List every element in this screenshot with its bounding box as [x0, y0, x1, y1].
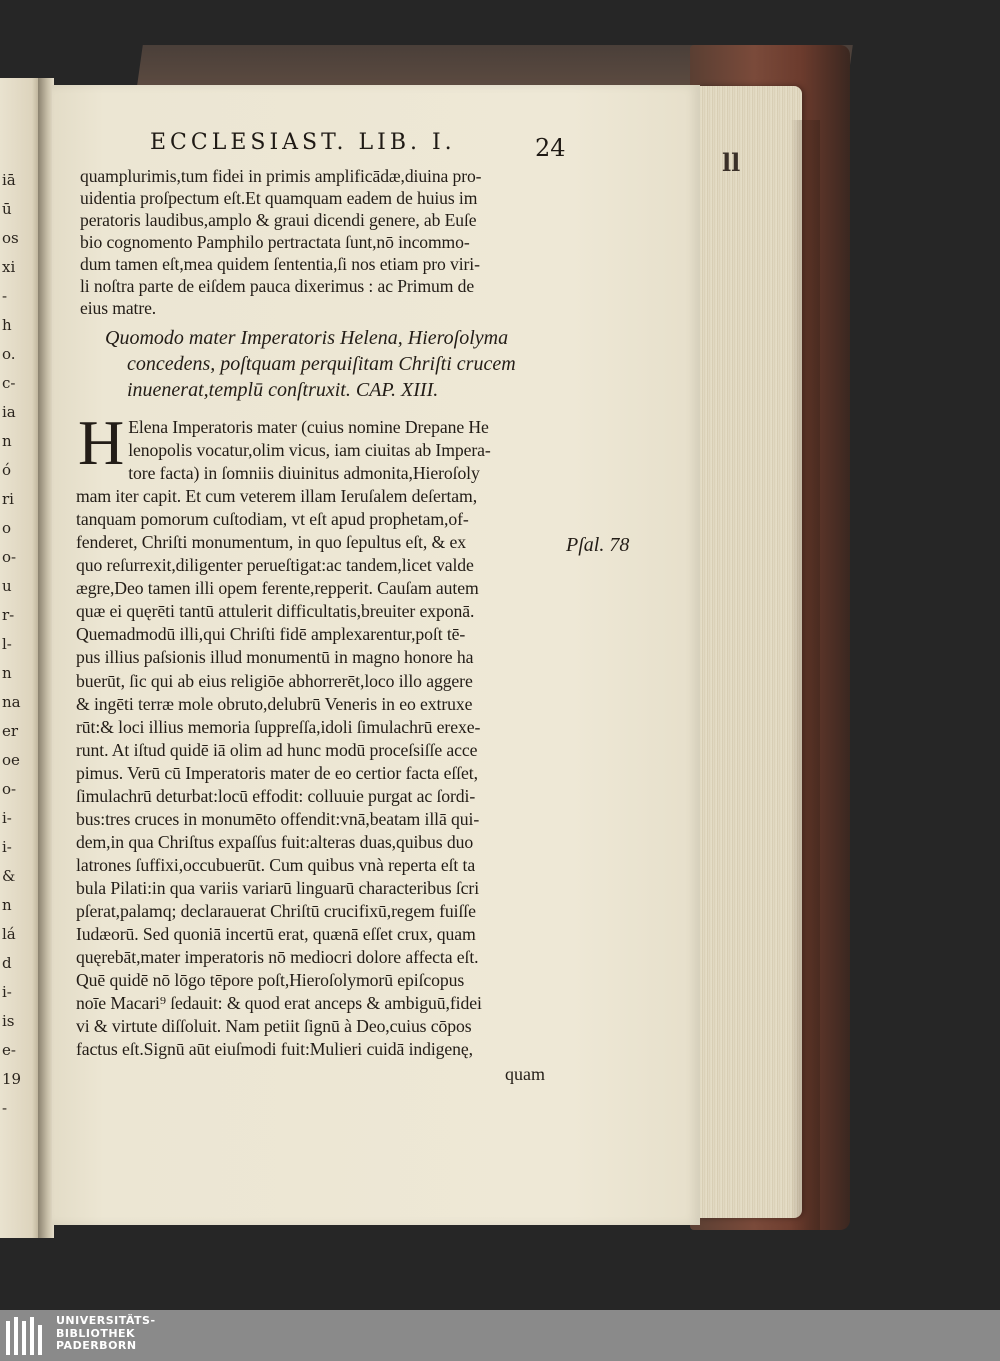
- left-page-fragment: oe: [2, 751, 20, 769]
- text-line: rūt:& loci illius memoria ſuppreſſa,idoli ſimulachrū erexe-: [76, 716, 481, 737]
- left-page-fragment: -: [2, 287, 8, 305]
- left-page-fragment: n: [2, 896, 12, 914]
- left-page-fragment: iā: [2, 171, 16, 189]
- left-page-fragment: 19: [2, 1070, 22, 1088]
- drop-cap: H: [78, 407, 125, 478]
- left-page-edge: [0, 78, 40, 1238]
- marginal-note: Pſal. 78: [566, 534, 630, 556]
- text-line: quo reſurrexit,diligenter perueſtigat:ac tandem,licet valde: [76, 555, 474, 576]
- text-line: pſerat,palamq; declarauerat Chriſtū crucifixū,regem fuiſſe: [76, 900, 476, 921]
- opening-paragraph: [80, 165, 570, 319]
- left-page-fragment: ó: [2, 461, 12, 479]
- text-line: & ingēti terræ mole obruto,delubrū Veneris in eo extruxe: [76, 693, 473, 714]
- library-name-line: UNIVERSITÄTS-: [56, 1314, 156, 1327]
- left-page-fragment: ri: [2, 490, 14, 508]
- text-line: buerūt, ſic qui ab eius religiōe abhorrerēt,loco illo aggere: [76, 670, 473, 691]
- text-line: ſimulachrū deturbat:locū effodit: colluuie purgat ac ſordi-: [76, 785, 476, 806]
- left-page-fragment: er: [2, 722, 19, 740]
- text-line: vi & virtute diſſoluit. Nam petiit ſignū à Deo,cuius cōpos: [76, 1016, 472, 1037]
- text-line: lenopolis vocatur,olim vicus, iam ciuitas ab Impera-: [128, 440, 491, 461]
- left-page-fragment: o: [2, 519, 12, 537]
- edge-shadow: [790, 120, 820, 1230]
- text-line: bula Pilati:in qua variis variarū linguarū characteribus ſcri: [76, 877, 480, 898]
- text-line: Quē quidē nō lōgo tēpore poſt,Hieroſolymorū epiſcopus: [76, 970, 465, 991]
- text-line: eius matre.: [80, 298, 157, 318]
- text-line: quæ ei quęrēti tantū attulerit difficultatis,breuiter exponā.: [76, 601, 475, 622]
- text-line: Elena Imperatoris mater (cuius nomine Drepane He: [128, 417, 489, 437]
- text-line: li noſtra parte de eiſdem pauca dixerimus : ac Primum de: [80, 276, 475, 296]
- text-line: Iudæorū. Sed quoniā incertū erat, quænā eſſet crux, quam: [76, 924, 476, 945]
- text-line: mam iter capit. Et cum veterem illam Ieruſalem deſertam,: [76, 486, 478, 507]
- text-line: dem,in qua Chriſtus expaſſus fuit:alteras duas,quibus duo: [76, 831, 474, 852]
- text-line: peratoris laudibus,amplo & graui dicendi genere, ab Euſe: [80, 210, 477, 230]
- left-page-fragment: o-: [2, 548, 17, 566]
- text-line: bio cognomento Pamphilo pertractata ſunt,nō incommo-: [80, 232, 470, 252]
- left-page-fragment: lá: [2, 925, 16, 943]
- heading-line: inuenerat,templū conſtruxit. CAP. XIII.: [127, 379, 439, 401]
- left-page-fragment: &: [2, 867, 16, 885]
- text-line: bus:tres cruces in monumēto offendit:vnā,beatam illā qui-: [76, 808, 480, 829]
- library-name: [56, 1315, 156, 1353]
- left-page-fragment: l-: [2, 635, 12, 653]
- text-line: tore facta) in ſomniis diuinitus admonita,Hieroſoly: [128, 463, 480, 484]
- heading-line: Quomodo mater Imperatoris Helena, Hieroſolyma: [105, 327, 509, 349]
- text-line: pus illius paſsionis illud monumentū in magno honore ha: [76, 647, 474, 668]
- chapter-body: [76, 407, 572, 1061]
- left-page-fragment: na: [2, 693, 21, 711]
- left-page-fragment: xi: [2, 258, 16, 276]
- text-line: quęrebāt,mater imperatoris nō mediocri dolore affecta eſt.: [76, 947, 479, 968]
- page-number: 24: [535, 134, 566, 162]
- left-page-fragment: h: [2, 316, 12, 334]
- library-logo-icon: [6, 1317, 50, 1355]
- left-page-fragment: r-: [2, 606, 15, 624]
- text-line: ægre,Deo tamen illi opem ferente,repperit. Cauſam autem: [76, 578, 479, 599]
- page-block-edges: [698, 86, 802, 1218]
- left-page-fragment: is: [2, 1012, 15, 1030]
- left-page-fragment: i-: [2, 983, 12, 1001]
- running-head: ECCLESIAST. LIB. I.: [150, 130, 456, 155]
- left-page-fragment: u: [2, 577, 12, 595]
- left-page-fragment: c-: [2, 374, 16, 392]
- left-page-fragment: d: [2, 954, 12, 972]
- text-line: quamplurimis,tum fidei in primis amplificādæ,diuina pro-: [80, 166, 482, 186]
- text-line: Quemadmodū illi,qui Chriſti fidē amplexarentur,poſt tē-: [76, 624, 466, 645]
- left-page-fragment: o-: [2, 780, 17, 798]
- library-name-line: BIBLIOTHEK: [56, 1326, 136, 1340]
- chapter-heading: [105, 325, 565, 403]
- text-line: fenderet, Chriſti monumentum, in quo ſepultus eſt, & ex: [76, 532, 466, 553]
- text-line: latrones ſuffixi,occubuerūt. Cum quibus vnà reperta eſt ta: [76, 854, 476, 875]
- edge-mark: ll: [722, 148, 741, 177]
- left-page-fragment: ia: [2, 403, 16, 421]
- left-page-fragment: o.: [2, 345, 16, 363]
- text-line: factus eſt.Signū aūt eiuſmodi fuit:Mulieri cuidā indigenę,: [76, 1039, 473, 1060]
- left-page-fragment: e-: [2, 1041, 16, 1059]
- heading-line: concedens, poſtquam perquiſitam Chriſti crucem: [127, 353, 516, 375]
- left-page-fragment: ū: [2, 200, 12, 218]
- text-line: noīe Macari⁹ ſedauit: & quod erat anceps & ambiguū,fidei: [76, 993, 482, 1014]
- text-line: dum tamen eſt,mea quidem ſententia,ſi nos etiam pro viri-: [80, 254, 480, 274]
- library-footer: [0, 1310, 1000, 1361]
- text-line: pimus. Verū cū Imperatoris mater de eo certior facta eſſet,: [76, 762, 478, 783]
- left-page-fragment: -: [2, 1099, 8, 1117]
- left-page-fragment: n: [2, 432, 12, 450]
- catchword: quam: [505, 1064, 545, 1084]
- left-page-fragment: n: [2, 664, 12, 682]
- text-line: tanquam pomorum cuſtodiam, vt eſt apud prophetam,of-: [76, 509, 469, 530]
- library-name-line: PADERBORN: [56, 1339, 137, 1352]
- left-page-fragment: i-: [2, 809, 12, 827]
- left-page-fragment: os: [2, 229, 19, 247]
- text-line: uidentia proſpectum eſt.Et quamquam eadem de huius im: [80, 188, 478, 208]
- text-line: runt. At iſtud quidē iā olim ad hunc modū proceſsiſſe acce: [76, 739, 478, 760]
- left-page-fragment: i-: [2, 838, 12, 856]
